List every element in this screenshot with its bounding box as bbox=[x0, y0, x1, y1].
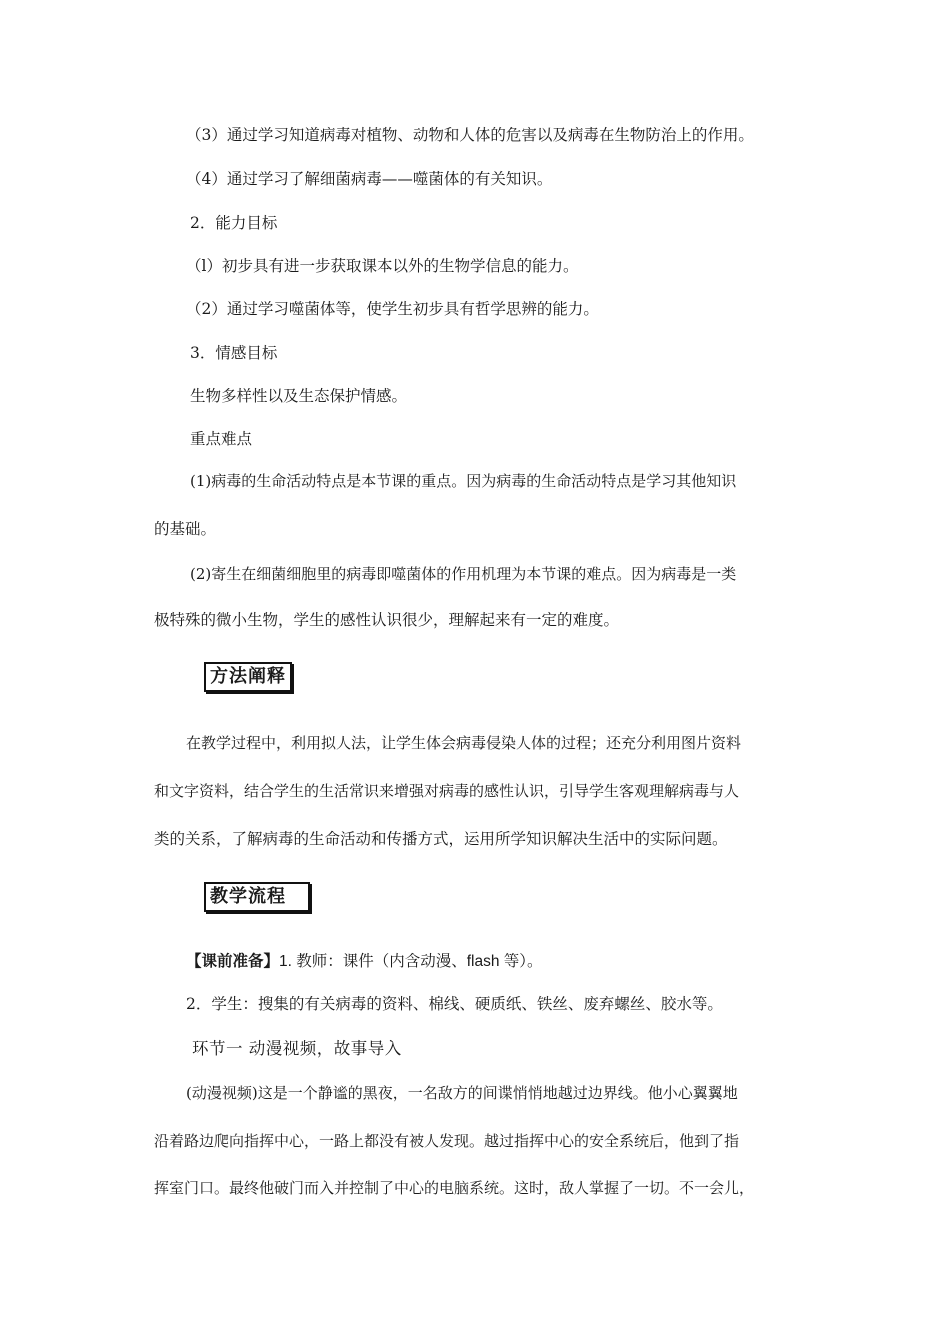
key-points-heading: 重点难点 bbox=[190, 430, 253, 448]
prep-label: 【课前准备】 bbox=[186, 952, 280, 970]
key-point-2-line-1: (2)寄生在细菌细胞里的病毒即噬菌体的作用机理为本节课的难点。因为病毒是一类 bbox=[190, 565, 737, 583]
goal-item-3: （3）通过学习知道病毒对植物、动物和人体的危害以及病毒在生物防治上的作用。 bbox=[186, 126, 754, 144]
story-line-2: 沿着路边爬向指挥中心，一路上都没有被人发现。越过指挥中心的安全系统后，他到了指 bbox=[154, 1132, 740, 1150]
prep-line bbox=[186, 954, 543, 970]
prep-text: 1. 教师：课件（内含动漫、flash 等）。 bbox=[279, 953, 543, 970]
emotion-goal-text: 生物多样性以及生态保护情感。 bbox=[190, 387, 408, 405]
method-line-2: 和文字资料，结合学生的生活常识来增强对病毒的感性认识，引导学生客观理解病毒与人 bbox=[154, 782, 740, 800]
method-section-title-box: 方法阐释 bbox=[204, 662, 292, 692]
student-prep-line: 2．学生：搜集的有关病毒的资料、棉线、硬质纸、铁丝、废弃螺丝、胶水等。 bbox=[186, 995, 723, 1013]
flow-section-title-box: 教学流程 bbox=[204, 882, 310, 912]
story-line-1: (动漫视频)这是一个静谧的黑夜，一名敌方的间谍悄悄地越过边界线。他小心翼翼地 bbox=[186, 1084, 738, 1102]
method-line-3: 类的关系，了解病毒的生命活动和传播方式，运用所学知识解决生活中的实际问题。 bbox=[154, 830, 728, 848]
section-1-heading: 环节一 动漫视频，故事导入 bbox=[192, 1039, 402, 1058]
emotion-goal-heading: 3．情感目标 bbox=[190, 344, 278, 362]
goal-item-4: （4）通过学习了解细菌病毒——噬菌体的有关知识。 bbox=[186, 170, 553, 188]
ability-item-1: （l）初步具有进一步获取课本以外的生物学信息的能力。 bbox=[186, 257, 579, 275]
method-line-1: 在教学过程中，利用拟人法，让学生体会病毒侵染人体的过程；还充分利用图片资料 bbox=[186, 734, 742, 752]
story-line-3: 挥室门口。最终他破门而入并控制了中心的电脑系统。这时，敌人掌握了一切。不一会儿， bbox=[154, 1179, 755, 1197]
ability-item-2: （2）通过学习噬菌体等，使学生初步具有哲学思辨的能力。 bbox=[186, 300, 599, 318]
key-point-1-line-1: (1)病毒的生命活动特点是本节课的重点。因为病毒的生命活动特点是学习其他知识 bbox=[190, 472, 737, 490]
ability-goal-heading: 2．能力目标 bbox=[190, 214, 278, 232]
key-point-2-line-2: 极特殊的微小生物，学生的感性认识很少，理解起来有一定的难度。 bbox=[154, 611, 620, 629]
key-point-1-line-2: 的基础。 bbox=[154, 520, 217, 538]
